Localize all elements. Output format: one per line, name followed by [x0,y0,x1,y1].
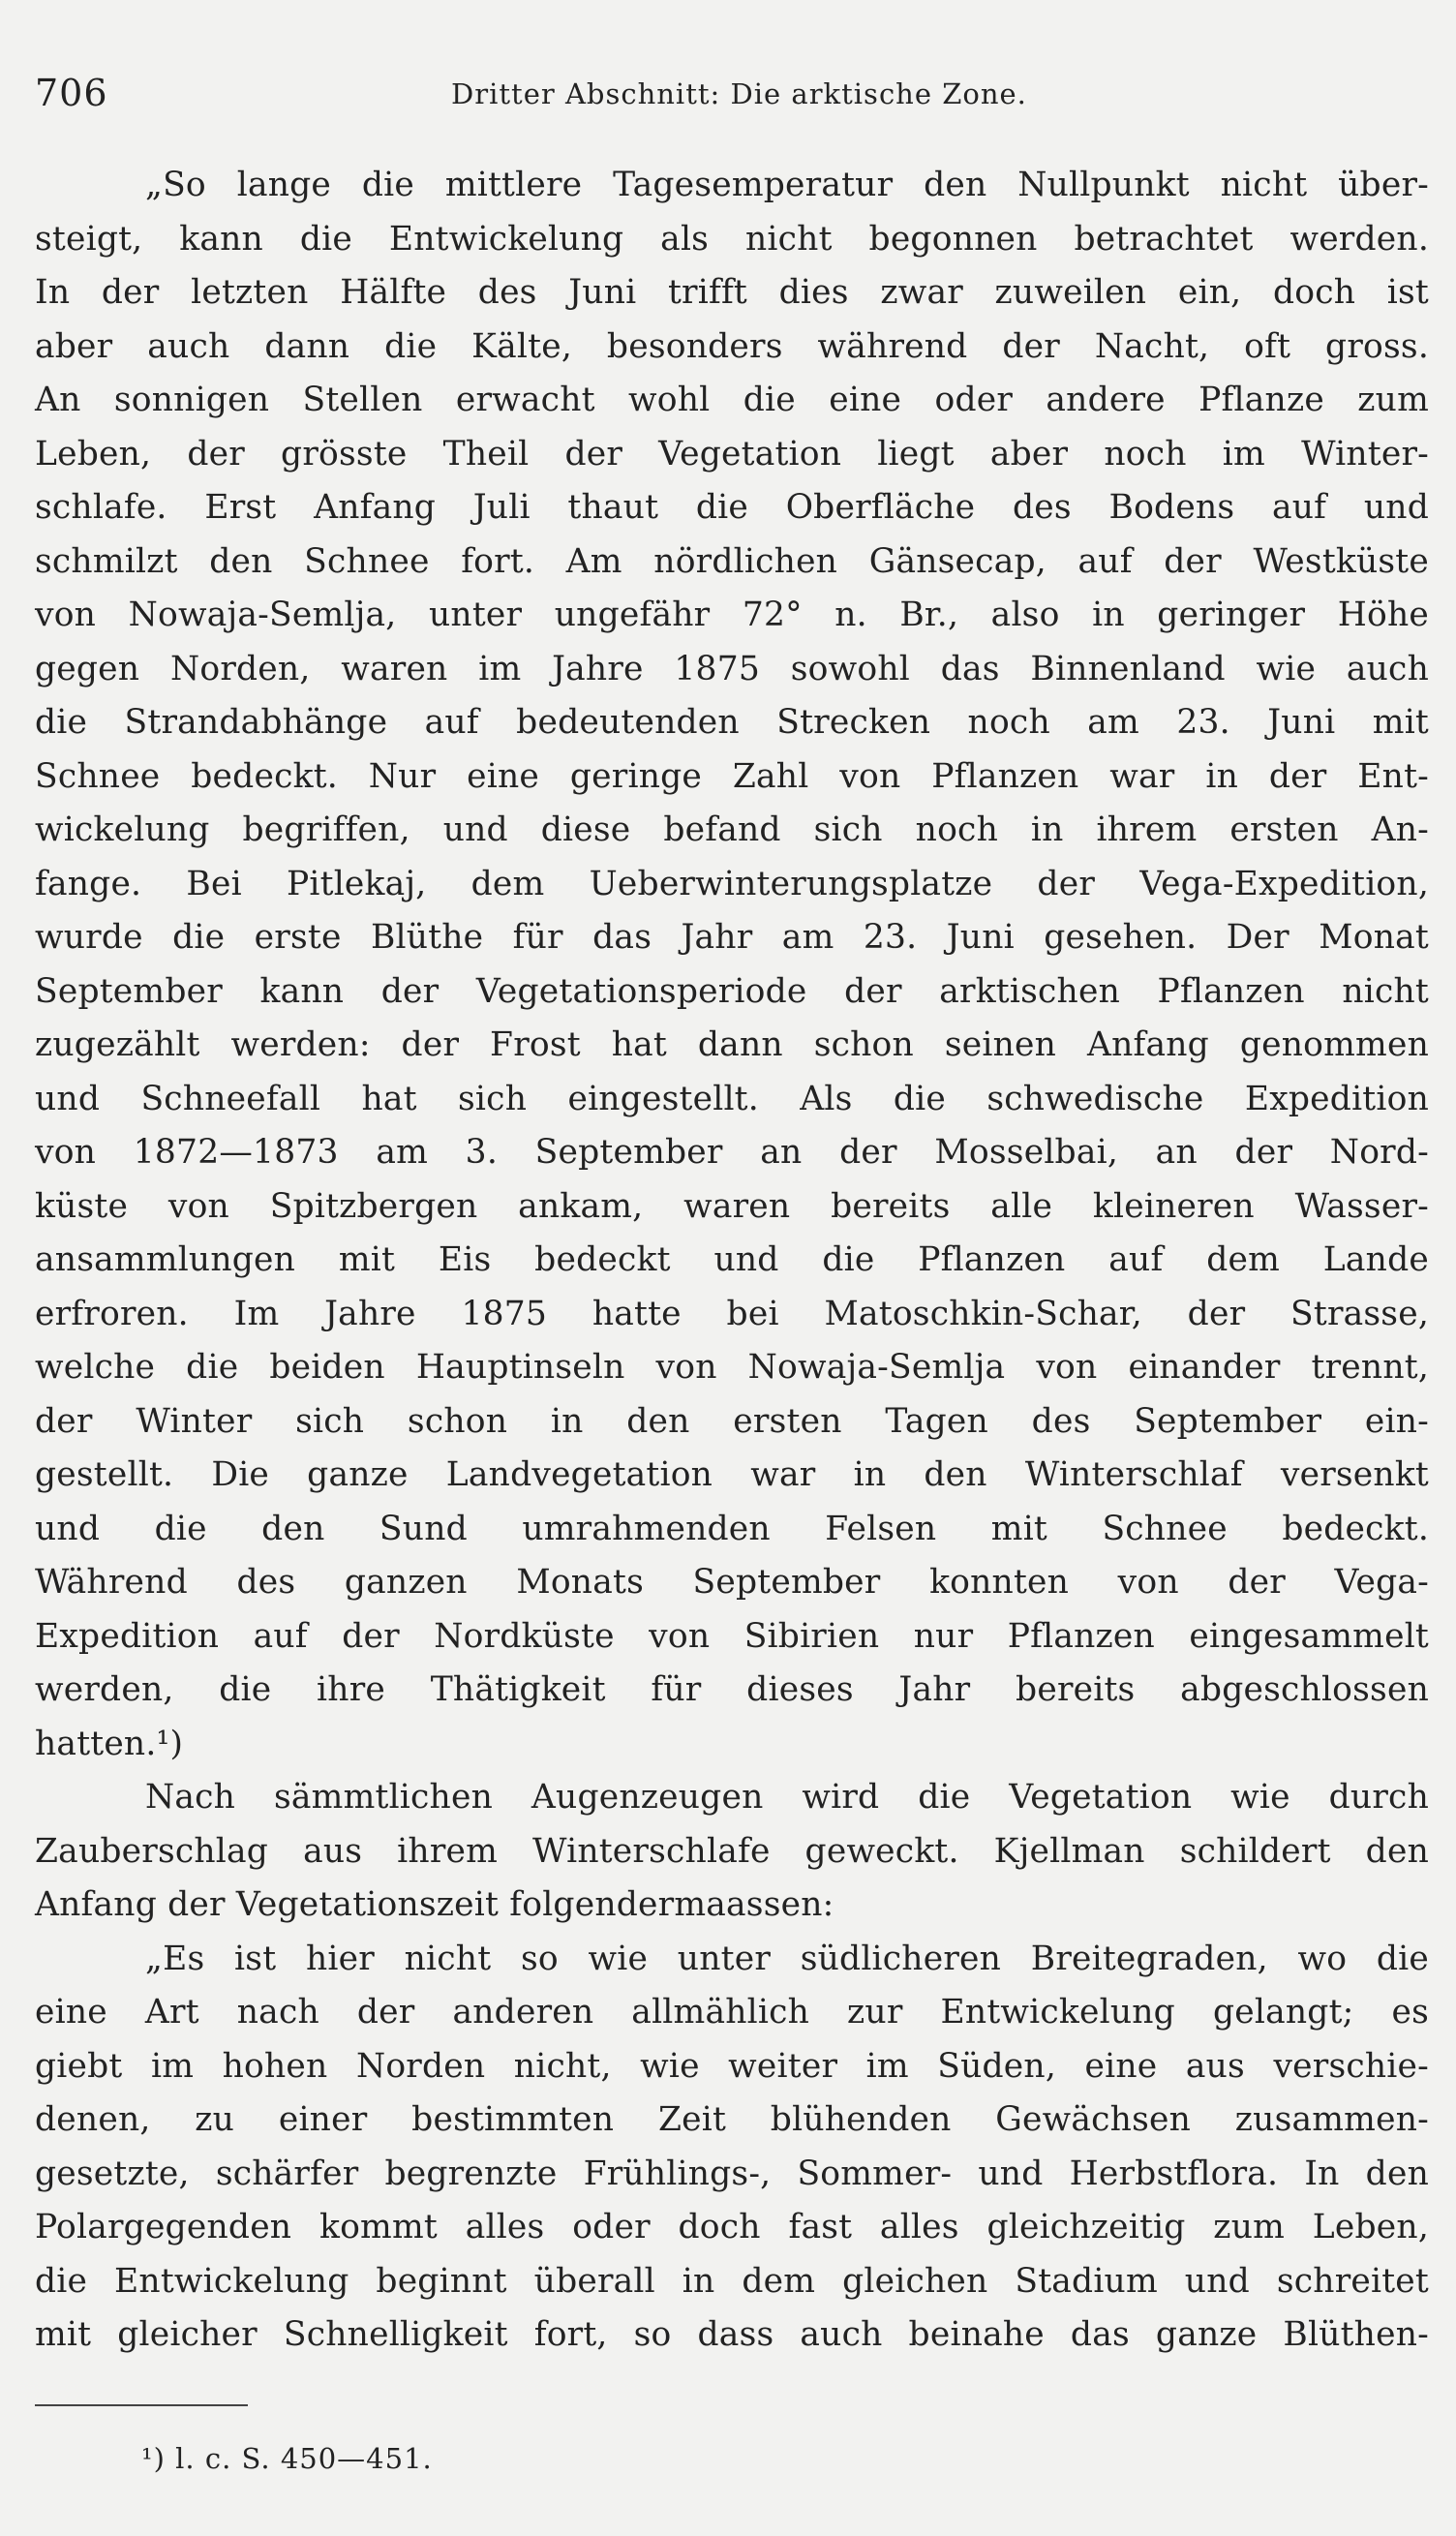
text-line: mit gleicher Schnelligkeit fort, so dass auch beinahe das ganze Blüthen- [35,2315,1429,2354]
text-line: Expedition auf der Nordküste von Sibirien nur Pflanzen eingesammelt [35,1616,1429,1656]
text-line: Zauberschlag aus ihrem Winterschlafe geweckt. Kjellman schildert den [35,1831,1429,1871]
footnote-divider [35,2404,248,2406]
text-line: küste von Spitzbergen ankam, waren bereits alle kleineren Wasser- [35,1186,1429,1226]
text-line: der Winter sich schon in den ersten Tagen des September ein- [35,1401,1429,1441]
text-line: aber auch dann die Kälte, besonders während der Nacht, oft gross. [35,326,1429,366]
text-line: die Entwickelung beginnt überall in dem gleichen Stadium und schreitet [35,2261,1429,2301]
text-line: von Nowaja-Semlja, unter ungefähr 72° n. Br., also in geringer Höhe [35,596,1429,634]
text-line: In der letzten Hälfte des Juni trifft dies zwar zuweilen ein, doch ist [35,273,1429,312]
text-line: Anfang der Vegetationszeit folgendermaassen: [35,1885,834,1924]
text-line: die Strandabhänge auf bedeutenden Strecken noch am 23. Juni mit [35,703,1429,742]
text-line: Nach sämmtlichen Augenzeugen wird die Vegetation wie durch [145,1778,1429,1817]
text-line: Schnee bedeckt. Nur eine geringe Zahl von Pflanzen war in der Ent- [35,756,1429,796]
text-line: giebt im hohen Norden nicht, wie weiter im Süden, eine aus verschie- [35,2046,1429,2086]
text-line: Polargegenden kommt alles oder doch fast alles gleichzeitig zum Leben, [35,2208,1429,2246]
text-line: Leben, der grösste Theil der Vegetation liegt aber noch im Winter- [35,434,1429,474]
text-line: und Schneefall hat sich eingestellt. Als die schwedische Expedition [35,1079,1429,1118]
text-line: denen, zu einer bestimmten Zeit blühenden Gewächsen zusammen- [35,2100,1429,2139]
text-line: Während des ganzen Monats September konnten von der Vega- [35,1563,1429,1602]
page-number: 706 [35,72,108,114]
text-line: gegen Norden, waren im Jahre 1875 sowohl das Binnenland wie auch [35,649,1429,688]
text-line: An sonnigen Stellen erwacht wohl die eine oder andere Pflanze zum [35,381,1429,419]
text-line: „So lange die mittlere Tagesemperatur den Nullpunkt nicht über- [145,166,1429,204]
page-header [35,72,1425,126]
body-text [35,159,1429,2363]
text-line: fange. Bei Pitlekaj, dem Ueberwinterungsplatze der Vega-Expedition, [35,864,1429,903]
text-line: schlafe. Erst Anfang Juli thaut die Oberfläche des Bodens auf und [35,488,1429,527]
text-line: welche die beiden Hauptinseln von Nowaja-Semlja von einander trennt, [35,1348,1429,1387]
text-line: schmilzt den Schnee fort. Am nördlichen Gänsecap, auf der Westküste [35,541,1429,581]
text-line: eine Art nach der anderen allmählich zur Entwickelung gelangt; es [35,1993,1429,2032]
text-line: von 1872—1873 am 3. September an der Mosselbai, an der Nord- [35,1133,1429,1172]
text-line: wurde die erste Blüthe für das Jahr am 23. Juni gesehen. Der Monat [35,918,1429,957]
text-line: hatten.¹) [35,1724,184,1763]
running-head: Dritter Abschnitt: Die arktische Zone. [451,77,1027,110]
text-line: steigt, kann die Entwickelung als nicht begonnen betrachtet werden. [35,219,1429,259]
text-line: werden, die ihre Thätigkeit für dieses Jahr bereits abgeschlossen [35,1670,1429,1709]
text-line: erfroren. Im Jahre 1875 hatte bei Matoschkin-Schar, der Strasse, [35,1294,1429,1333]
text-line: und die den Sund umrahmenden Felsen mit Schnee bedeckt. [35,1509,1429,1548]
text-line: zugezählt werden: der Frost hat dann schon seinen Anfang genommen [35,1025,1429,1064]
text-line: „Es ist hier nicht so wie unter südlicheren Breitegraden, wo die [145,1939,1429,1978]
footnote: ¹) l. c. S. 450—451. [141,2442,433,2475]
text-line: ansammlungen mit Eis bedeckt und die Pflanzen auf dem Lande [35,1240,1429,1279]
text-line: wickelung begriffen, und diese befand sich noch in ihrem ersten An- [35,810,1429,849]
text-line: gestellt. Die ganze Landvegetation war in den Winterschlaf versenkt [35,1455,1429,1494]
text-line: September kann der Vegetationsperiode der arktischen Pflanzen nicht [35,971,1429,1011]
text-line: gesetzte, schärfer begrenzte Frühlings-, Sommer- und Herbstflora. In den [35,2154,1429,2193]
